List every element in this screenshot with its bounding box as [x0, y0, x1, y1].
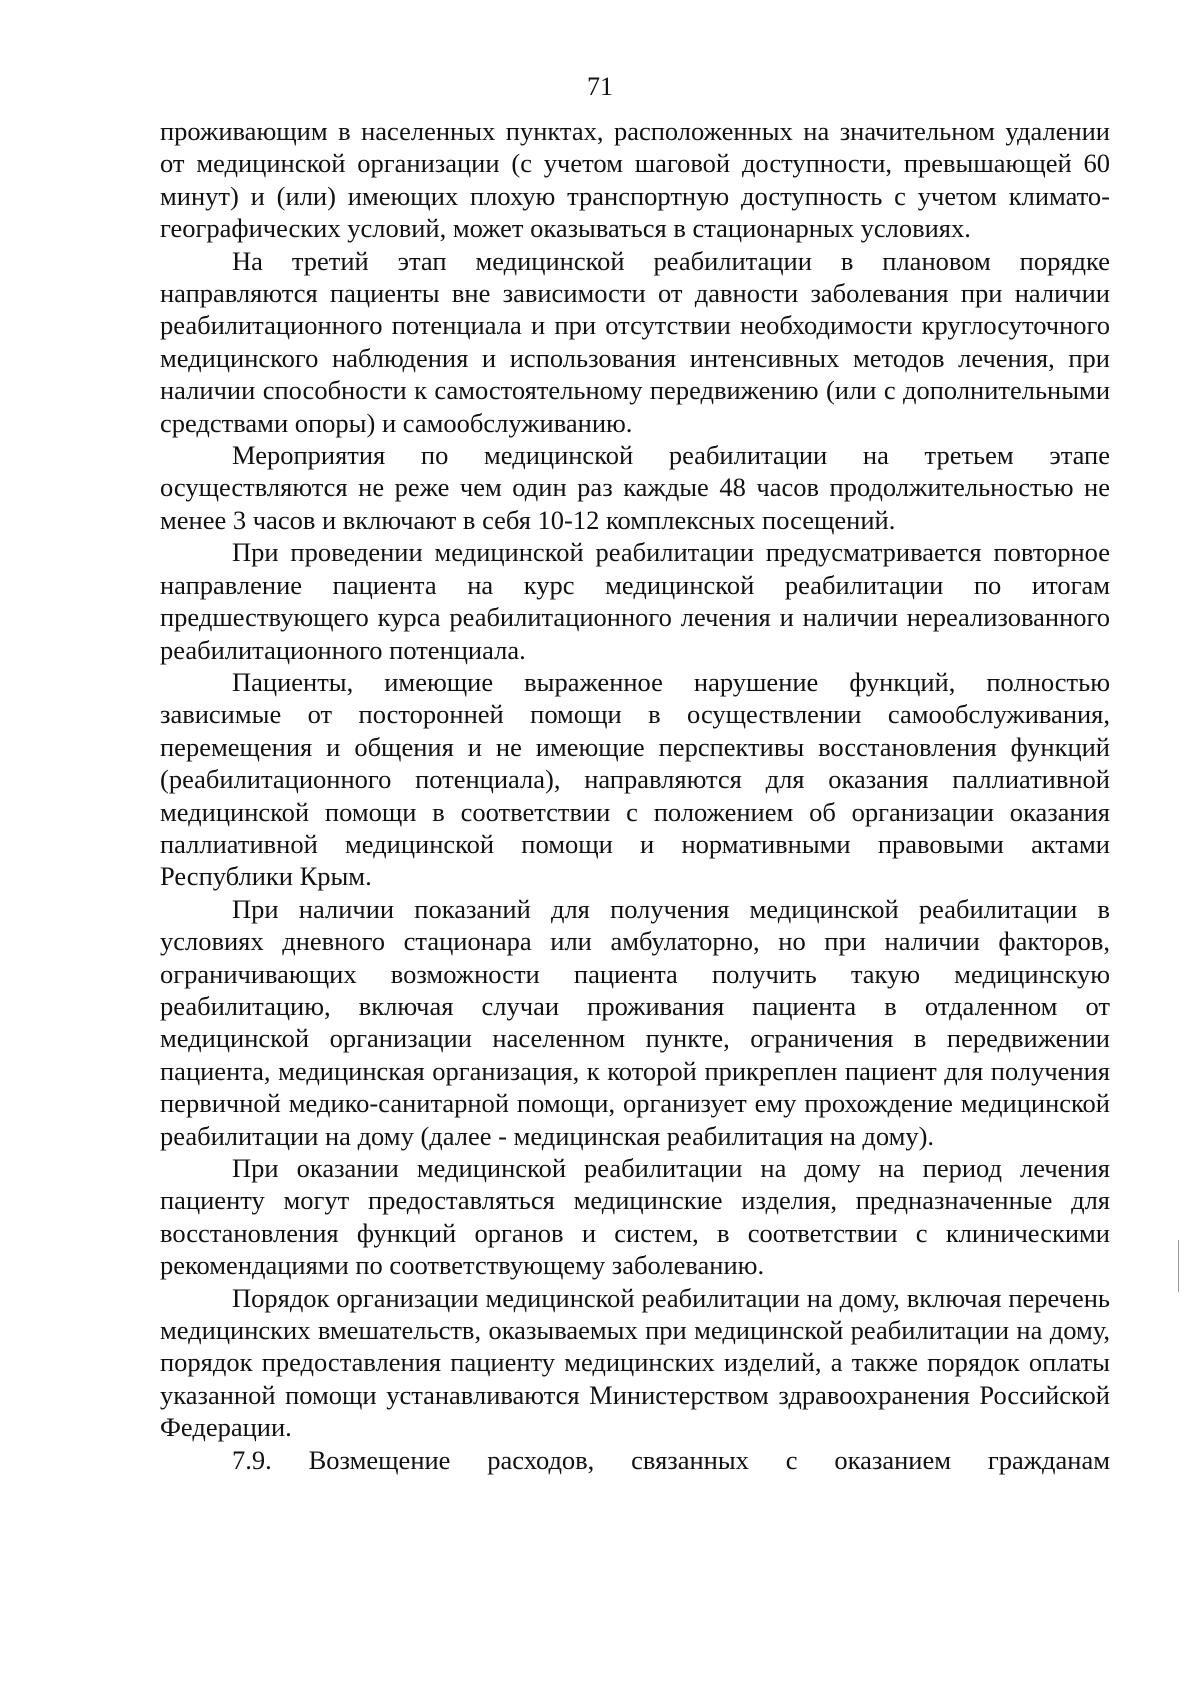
paragraph-continuation: проживающим в населенных пунктах, расположенных на значительном удалении от медицинской организации (с учетом шаговой доступности, превышающей 60 минут) и (или) имеющих плохую транспортную доступность с учетом климато-географических условий, может оказываться в стационарных условиях. — [160, 116, 1110, 244]
paragraph-medical-devices: При оказании медицинской реабилитации на дому на период лечения пациенту могут предоставляться медицинские изделия, предназначенные для восстановления функций органов и систем, в соответствии с клиническими рекомендациями по соответствующему заболеванию. — [160, 1153, 1110, 1281]
scan-artifact-line — [1178, 1240, 1179, 1292]
body-text — [160, 115, 1110, 1476]
paragraph-home-rehab: При наличии показаний для получения медицинской реабилитации в условиях дневного стационара или амбулаторно, но при наличии факторов, ограничивающих возможности пациента получить такую медицинскую реабилитацию, включая случаи проживания пациента в отдаленном от медицинской организации населенном пункте, ограничения в передвижении пациента, медицинская организация, к которой прикреплен пациент для получения первичной медико-санитарной помощи, организует ему прохождение медицинской реабилитации на дому (далее - медицинская реабилитация на дому). — [160, 893, 1110, 1151]
paragraph-third-stage: На третий этап медицинской реабилитации в плановом порядке направляются пациенты вне зависимости от давности заболевания при наличии реабилитационного потенциала и при отсутствии необходимости круглосуточного медицинского наблюдения и использования интенсивных методов лечения, при наличии способности к самостоятельному передвижению (или с дополнительными средствами опоры) и самообслуживанию. — [160, 245, 1110, 438]
paragraph-activities: Мероприятия по медицинской реабилитации на третьем этапе осуществляются не реже чем один раз каждые 48 часов продолжительностью не менее 3 часов и включают в себя 10-12 комплексных посещений. — [160, 440, 1110, 535]
page-number: 71 — [587, 72, 613, 101]
paragraph-procedure: Порядок организации медицинской реабилитации на дому, включая перечень медицинских вмешательств, оказываемых при медицинской реабилитации на дому, порядок предоставления пациенту медицинских изделий, а также порядок оплаты указанной помощи устанавливаются Министерством здравоохранения Российской Федерации. — [160, 1282, 1110, 1443]
paragraph-palliative: Пациенты, имеющие выраженное нарушение функций, полностью зависимые от посторонней помощи в осуществлении самообслуживания, перемещения и общения и не имеющие перспективы восстановления функций (реабилитационного потенциала), направляются для оказания паллиативной медицинской помощи в соответствии с положением об организации оказания паллиативной медицинской помощи и нормативными правовыми актами Республики Крым. — [160, 666, 1110, 892]
section-heading-7-9: 7.9. Возмещение расходов, связанных с оказанием гражданам — [232, 1444, 1110, 1475]
paragraph-repeat-referral: При проведении медицинской реабилитации предусматривается повторное направление пациента на курс медицинской реабилитации по итогам предшествующего курса реабилитационного лечения и наличии нереализованного реабилитационного потенциала. — [160, 537, 1110, 665]
